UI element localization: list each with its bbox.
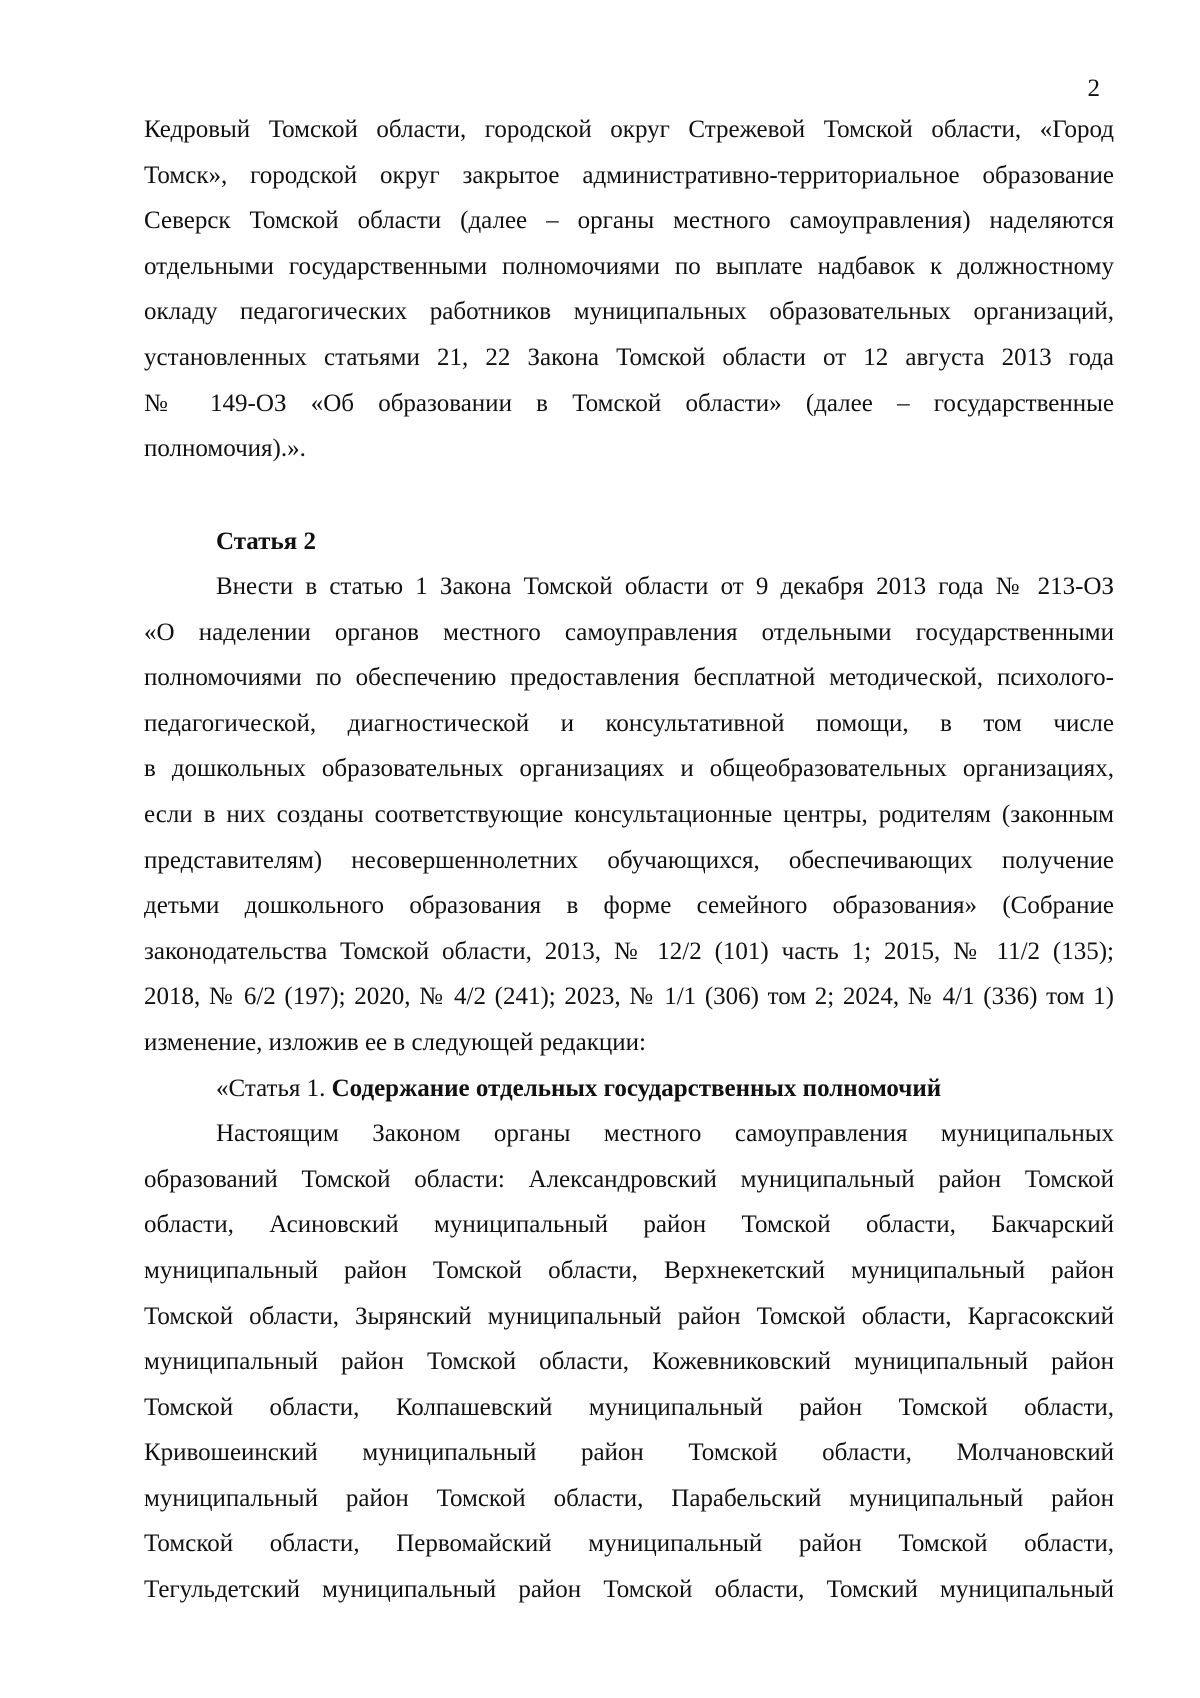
text-line: отдельными государственными полномочиями по выплате надбавок к должностному: [144, 252, 1114, 280]
text-line: муниципальный район Томской области, Кожевниковский муниципальный район: [144, 1348, 1114, 1376]
text-line: образований Томской области: Александровский муниципальный район Томской: [144, 1165, 1114, 1193]
text-line: изменение, изложив ее в следующей редакции:: [144, 1028, 646, 1056]
text-line: муниципальный район Томской области, Парабельский муниципальный район: [144, 1484, 1114, 1512]
text-line: Томской области, Первомайский муниципальный район Томской области,: [144, 1530, 1114, 1558]
text-line: Северск Томской области (далее – органы местного самоуправления) наделяются: [144, 207, 1114, 235]
text-line: педагогической, диагностической и консультативной помощи, в том числе: [144, 709, 1114, 737]
text-line: Настоящим Законом органы местного самоуправления муниципальных: [216, 1120, 1114, 1148]
article-body: [144, 564, 1114, 1613]
text-line: муниципальный район Томской области, Верхнекетский муниципальный район: [144, 1256, 1114, 1284]
text-line: законодательства Томской области, 2013, № 12/2 (101) часть 1; 2015, № 11/2 (135);: [144, 937, 1114, 965]
text-line: Тегульдетский муниципальный район Томской области, Томский муниципальный: [144, 1576, 1114, 1604]
text-line: области, Асиновский муниципальный район Томской области, Бакчарский: [144, 1211, 1114, 1239]
continuation-paragraph: [144, 107, 1114, 472]
text-line: полномочиями по обеспечению предоставления бесплатной методической, психолого-: [144, 664, 1114, 692]
text-line: «О наделении органов местного самоуправления отдельными государственными: [144, 618, 1114, 646]
quoted-article-prefix: «Статья 1.: [216, 1074, 332, 1102]
quoted-article-title: Содержание отдельных государственных полномочий: [331, 1074, 942, 1102]
text-line: Томской области, Колпашевский муниципальный район Томской области,: [144, 1393, 1114, 1421]
text-line: окладу педагогических работников муниципальных образовательных организаций,: [144, 298, 1114, 326]
text-line: полномочия).».: [144, 435, 306, 463]
text-line: № 149-ОЗ «Об образовании в Томской области» (далее – государственные: [144, 389, 1114, 417]
text-line: Кедровый Томской области, городской округ Стрежевой Томской области, «Город: [144, 116, 1114, 143]
article-heading: [144, 519, 1114, 565]
text-line: 2018, № 6/2 (197); 2020, № 4/2 (241); 2023, № 1/1 (306) том 2; 2024, № 4/1 (336) том 1): [144, 983, 1114, 1011]
quoted-article-heading: [144, 1066, 1114, 1112]
text-line: установленных статьями 21, 22 Закона Томской области от 12 августа 2013 года: [144, 343, 1114, 371]
text-line: если в них созданы соответствующие консультационные центры, родителям (законным: [144, 800, 1114, 828]
text-line: Кривошеинский муниципальный район Томской области, Молчановский: [144, 1439, 1114, 1467]
text-line: представителям) несовершеннолетних обучающихся, обеспечивающих получение: [144, 846, 1114, 874]
page-number: 2: [1087, 75, 1100, 102]
article-title: Статья 2: [216, 528, 316, 555]
text-line: в дошкольных образовательных организациях и общеобразовательных организациях,: [144, 755, 1114, 783]
text-line: Томской области, Зырянский муниципальный район Томской области, Каргасокский: [144, 1302, 1114, 1330]
text-line: Томск», городской округ закрытое административно-территориальное образование: [144, 161, 1114, 189]
text-line: Внести в статью 1 Закона Томской области от 9 декабря 2013 года № 213-ОЗ: [216, 573, 1114, 600]
text-line: детьми дошкольного образования в форме семейного образования» (Собрание: [144, 892, 1114, 920]
